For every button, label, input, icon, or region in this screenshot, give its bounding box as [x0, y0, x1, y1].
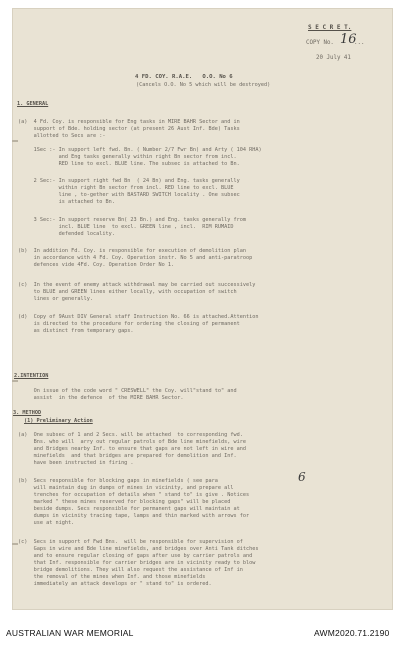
body-line: RED line to excl. BLUE line. The subsec is attached to Bn.	[18, 161, 240, 167]
edge-mark	[12, 380, 18, 382]
copy-suffix: ...	[354, 40, 365, 46]
edge-mark	[12, 140, 18, 142]
body-line: minefields and that bridges are prepared for demolition and Inf.	[18, 453, 237, 459]
footer-institution: AUSTRALIAN WAR MEMORIAL	[6, 628, 134, 638]
body-line: Gaps in wire and Bde line minefields, and bridges over Anti Tank ditches	[18, 546, 259, 552]
order-subtitle: (Cancels O.O. No 5 which will be destroyed)	[136, 82, 271, 88]
body-line: within right Bn sector from incl. RED line to excl. BLUE	[18, 185, 234, 191]
subsection-heading-preliminary: (1) Preliminary Action	[24, 418, 93, 424]
body-line: use at night.	[18, 520, 75, 526]
body-line: (a) One subsec of 1 and 2 Secs. will be attached to corresponding fwd.	[18, 432, 243, 438]
body-line: 1Sec :- In support left fwd. Bn. ( Number 2/7 Fwr Bn) and Arty ( 104 RHA)	[18, 147, 262, 153]
copy-label: COPY No.	[306, 40, 334, 46]
body-line: dumps in vicinity tracing tape, lamps and thin marked with arrows for	[18, 513, 250, 519]
body-line: 3 Sec:- In support reserve Bn( 23 Bn.) and Eng. tasks generally from	[18, 217, 246, 223]
body-line: in accordance with 4 Fd. Coy. Operation instr. No 5 and anti-paratroop	[18, 255, 253, 261]
section-heading-intention: 2.INTENTION	[14, 373, 49, 379]
section-heading-method: 3. METHOD	[13, 410, 42, 416]
body-line: immediately an attack develops or " stand to" is ordered.	[18, 581, 212, 587]
body-line: allotted to Secs are :-	[18, 133, 106, 139]
body-line: bridge demolitions. They will also request the assistance of Inf in	[18, 567, 243, 573]
section-heading-general: 1. GENERAL	[17, 101, 49, 107]
body-line: (c) In the event of enemy attack withdrawal may be carried out successively	[18, 282, 256, 288]
body-line: (b) In addition Fd. Coy. is responsible for execution of demolition plan	[18, 248, 246, 254]
body-line: (b) Secs responsible for blocking gaps in minefields ( see para	[18, 478, 218, 484]
body-line: and to ensure regular closing of gaps after use by carrier patrols and	[18, 553, 253, 559]
body-line: is attached to Bn.	[18, 199, 115, 205]
body-line: support of Bde. holding sector (at present 26 Aust Inf. Bde) Tasks	[18, 126, 240, 132]
body-line: Bns. who will arry out regular patrols of Bde line minefields, wire	[18, 439, 246, 445]
margin-note-handwritten: 6	[298, 470, 306, 484]
copy-number-handwritten: 16	[340, 32, 357, 47]
body-line: (c) Secs in support of Fwd Bns. will be responsible for supervision of	[18, 539, 243, 545]
body-line: will maintain dug in dumps of mines in vicinity, and prepare all	[18, 485, 234, 491]
body-line: is directed to the procedure for ordering the closing of permanent	[18, 321, 240, 327]
body-line: defences vide 4Fd. Coy. Operation Order No 1.	[18, 262, 175, 268]
body-line: (d) Copy of 9Aust DIV General staff Instruction No. 66 is attached.Attention	[18, 314, 259, 320]
body-line: 2 Sec:- In support right fwd Bn ( 24 Bn) and Eng. tasks generally	[18, 178, 240, 184]
order-title: 4 FD. COY. R.A.E. O.O. No 6	[135, 74, 233, 80]
body-line: trenches for occupation of details when " stand to" is give . Notices	[18, 492, 250, 498]
body-line: marked " these mines reserved for blocking gaps" will be placed	[18, 499, 231, 505]
body-line: have been instructed in firing .	[18, 460, 134, 466]
body-line: incl. BLUE line to excl. GREEN line , incl. RIM RUMAID	[18, 224, 234, 230]
body-line: lines or generally.	[18, 296, 93, 302]
body-line: to BLUE and GREEN lines either locally, with occupation of switch	[18, 289, 237, 295]
classification-stamp: S E C R E T.	[308, 24, 352, 31]
body-line: and Bridges nearby Inf. to ensure that gaps are not left in wire and	[18, 446, 246, 452]
body-line: On issue of the code word " CRESWELL" the Coy. will"stand to" and	[18, 388, 237, 394]
body-line: and Eng tasks generally within right Bn sector from incl.	[18, 154, 237, 160]
document-date: 20 July 41	[316, 55, 351, 61]
body-line: (a) 4 Fd. Coy. is responsible for Eng tasks in MIRE BAHR Sector and in	[18, 119, 240, 125]
body-line: the removal of the mines when Inf. and those minefields	[18, 574, 206, 580]
body-line: defended locality.	[18, 231, 115, 237]
body-line: beside dumps. Secs responsible for permanent gaps will maintain at	[18, 506, 240, 512]
body-line: assist in the defence of the MIRE BAHR Sector.	[18, 395, 184, 401]
body-line: as distinct from temporary gaps.	[18, 328, 134, 334]
body-line: that Inf. responsible for carrier bridges are in vicinity ready to blow	[18, 560, 256, 566]
body-line: line , to-gether with BASTARD SWITCH locality . One subsec	[18, 192, 240, 198]
footer-accession-number: AWM2020.71.2190	[314, 628, 390, 638]
